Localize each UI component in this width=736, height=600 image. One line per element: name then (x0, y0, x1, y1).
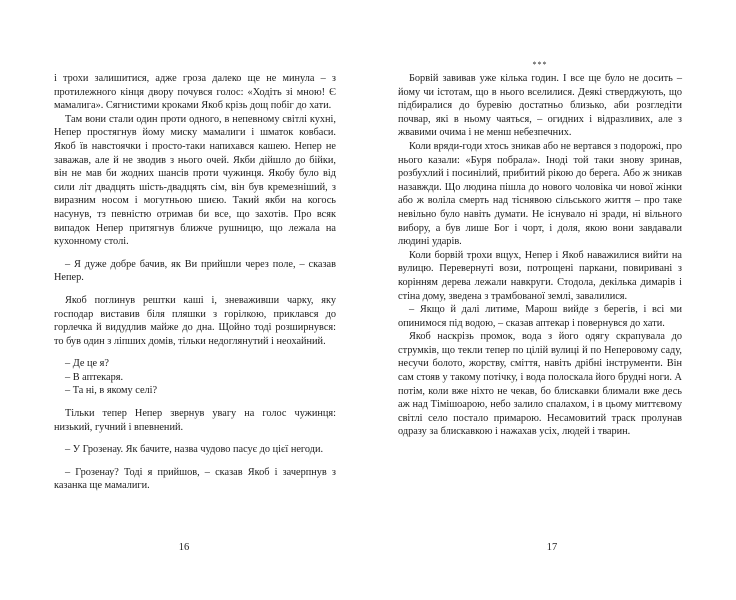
paragraph: – Де це я? (65, 358, 109, 370)
paragraph: Борвій завивав уже кілька годин. І все ще було не досить – йому чи істотам, що в нього вселилися. Деякі стверджують, що підбиралися до буревію достатньо близько, аби розгледіти почвар, які в ньому чаяться, – огидних і відразливих, але з жвавими очима і не менш небезпечних. (398, 73, 682, 139)
right-page-text (398, 72, 682, 439)
paragraph: і трохи залишитися, адже гроза далеко ще не минула – з протилежного кінця двору почувся голос: «Ходіть зі мною! Є мамалига». Сягнистими кроками Якоб крізь дощ побіг до хати. (54, 73, 336, 112)
paragraph: – Якщо й далі литиме, Марош вийде з берегів, і всі ми опинимося під водою, – сказав аптекар і повернувся до хати. (398, 304, 682, 329)
paragraph: Тільки тепер Непер звернув увагу на голос чужинця: низький, гучний і впевнений. (54, 408, 336, 433)
right-page (368, 0, 736, 600)
section-separator: *** (532, 60, 548, 69)
paragraph: Якоб наскрізь промок, вода з його одягу скрапувала до струмків, що текли тепер по цілій вулиці й по Неперовому саду, несучи болото, жорству, сміття, навіть дрібні інструменти. Він сам стояв у такому потічку, і вода полоскала його брудні ноги. А потім, коли вже ніхто не чекав, бо блискавки блимали вже десь аж над Тімішоарою, небо залило спалахом, і в цьому миттєвому світлі село постало примарою. Несамовитий траск пролунав одразу за блискавкою і нажахав усіх, людей і тварин. (398, 331, 682, 438)
page-number: 16 (178, 542, 190, 553)
paragraph: – У Грозенау. Як бачите, назва чудово пасує до цієї негоди. (65, 444, 324, 456)
paragraph: – Грозенау? Тоді я прийшов, – сказав Якоб і зачерпнув з казанка ще мамалиги. (54, 466, 336, 492)
page-number: 17 (546, 542, 558, 553)
paragraph: Коли борвій трохи вщух, Непер і Якоб наважилися вийти на вулицю. Перевернуті вози, потрощені паркани, повиривані з корінням дерева лежали навкруги. Стодола, декілька димарів і стіна дому, зведена з трамбованої землі, завалилися. (398, 249, 682, 302)
paragraph: Коли вряди-годи хтось зникав або не вертався з подорожі, про нього казали: «Буря побрала». Іноді той таки знову зринав, розбухлий і посинілий, прибитий рікою до берега. Або ж зникав назавжди. Що людина пішла до нового чоловіка чи нової жінки або ж воліла смерть над тіснявою сільського життя – про таке невільно було навіть думати. Не існувало ні зради, ні вільного вибору, а був лише Бог і чорт, і доля, якою вони завдавали людині ударів. (398, 140, 682, 248)
paragraph: Там вони стали один проти одного, в непевному світлі кухні, Непер простягнув йому миску мамалиги і шматок ковбаси. Якоб їв навстоячки і просто-таки напихався кашею. Непер не заважав, але й не зводив з нього очей. Якби дійшло до бійки, він не мав би жодних шансів проти чужинця. Якобу було від сили літ двадцять шість-двадцять сім, він був кремезніший, з виразним носом і могутньою шиєю. Такий якби на когось насунув, тз певністю отримав би все, що захотів. Про всяк випадок Непер притягнув ближче рушницю, що лежала на кухонному столі. (54, 113, 336, 248)
left-page-text (54, 72, 336, 493)
paragraph: Якоб поглинув рештки каші і, зневаживши чарку, яку господар виставив біля пляшки з горілкою, приклався до горлечка й видудлив майже до дна. Щойно тоді розширнувся: то був один з ліпших домів, тільки недоглянутий і неохайний. (54, 294, 336, 347)
paragraph: – В аптекаря. (65, 371, 124, 383)
paragraph: – Та ні, в якому селі? (65, 385, 158, 397)
paragraph: – Я дуже добре бачив, як Ви прийшли через поле, – сказав Непер. (54, 258, 336, 284)
